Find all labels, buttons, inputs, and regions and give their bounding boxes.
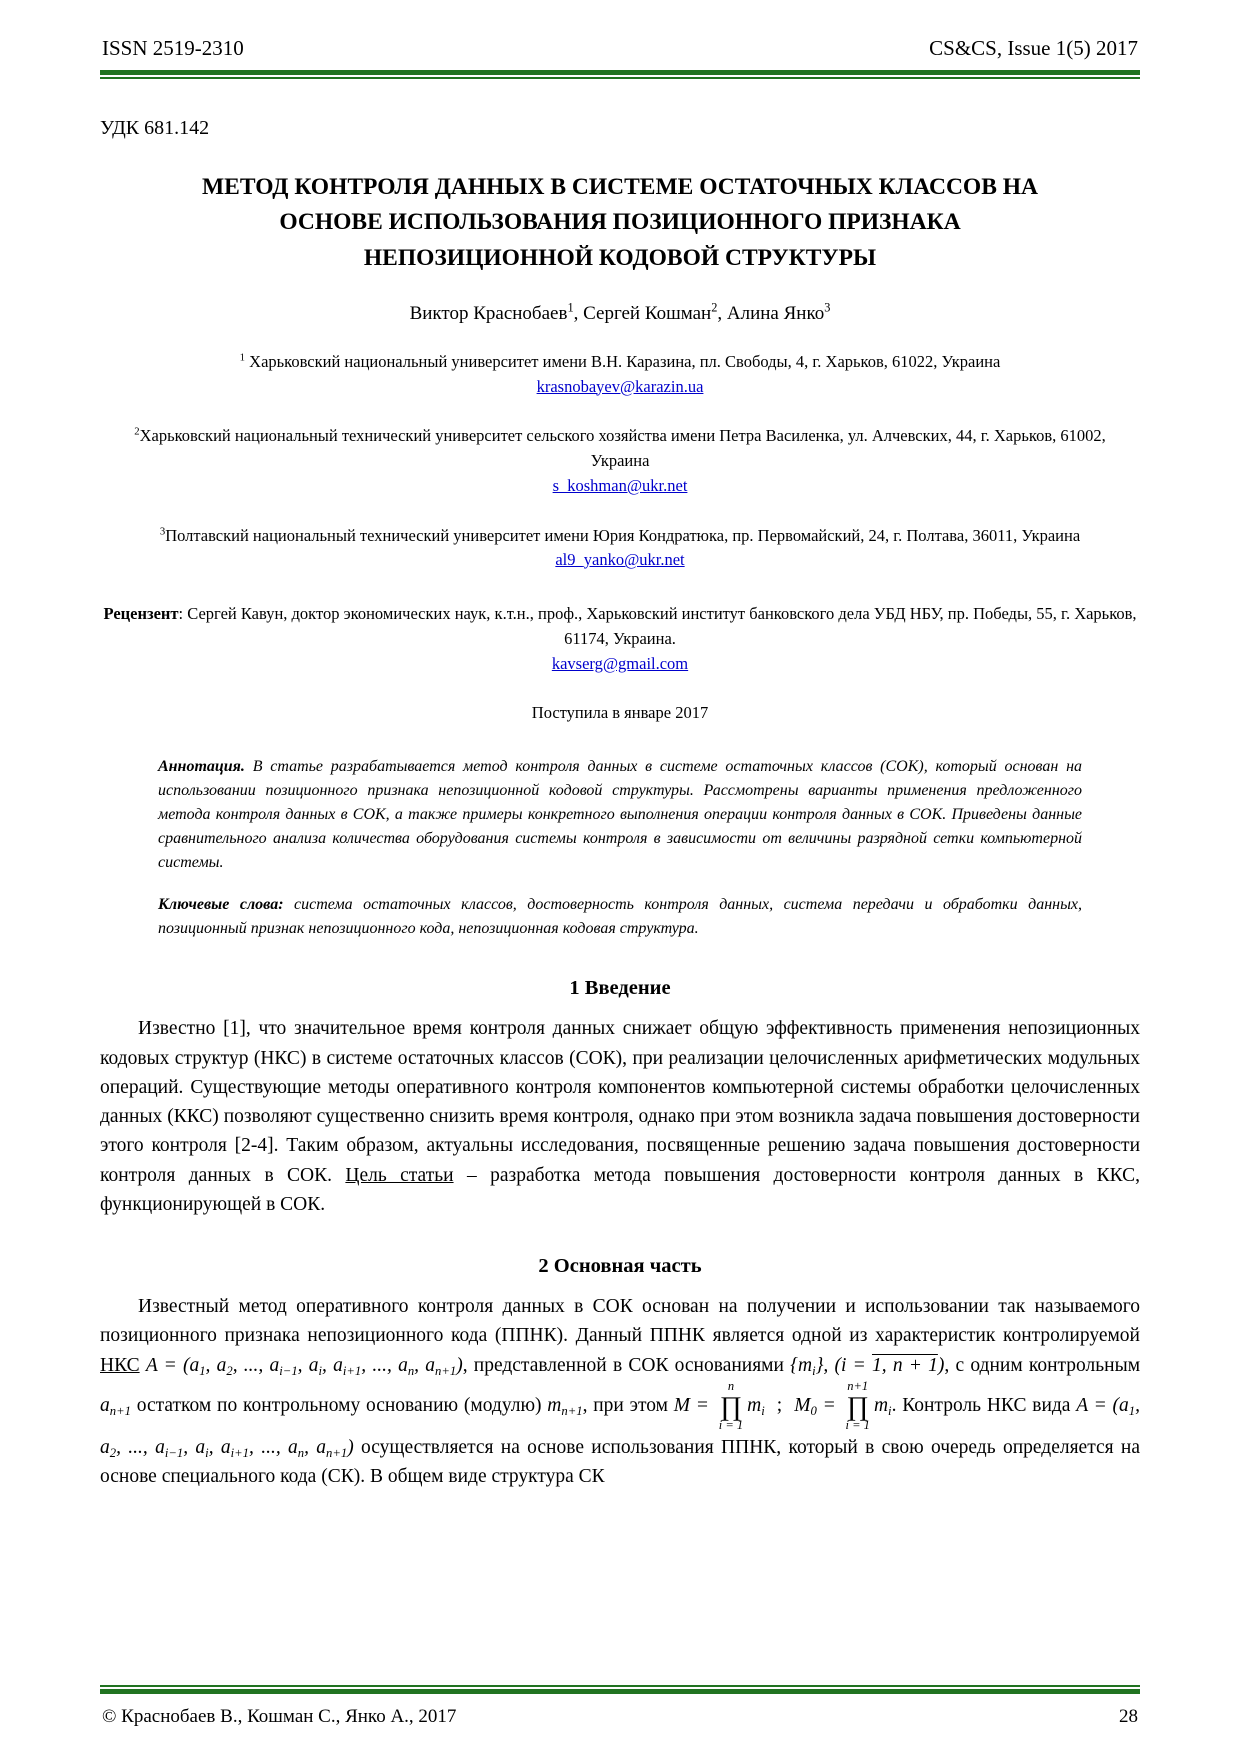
reviewer-email-link[interactable]: kavserg@gmail.com (551, 653, 689, 673)
main-text-5: , при этом (582, 1394, 674, 1416)
product-2-upper-limit: n+1 (847, 1378, 869, 1393)
formula-moduli-set: $\{m_i\}$, (i = 1, n + 1) (790, 1354, 945, 1378)
formula-M0-definition: $M_0$ = (794, 1394, 842, 1418)
main-part-paragraph (100, 1292, 1140, 1491)
product-1-lower-limit: i = 1 (718, 1418, 744, 1433)
page-header (100, 30, 1140, 61)
introduction-paragraph (100, 1014, 1140, 1219)
page-footer (100, 1685, 1140, 1728)
product-2-symbol: ∏ (846, 1390, 869, 1421)
affiliation-3 (100, 524, 1140, 574)
header-issn: ISSN 2519-2310 (102, 36, 244, 60)
affiliation-3-text: $^3$Полтавский национальный технический университет имени Юрия Кондратюка, пр. Первомайский, 24, г. Полтава, 36011, Украина (159, 525, 1081, 545)
header-journal: CS&CS, Issue 1(5) 2017 (929, 36, 1138, 60)
footer-page-number: 28 (1119, 1706, 1138, 1727)
goal-phrase-underlined: Цель статьи (345, 1164, 454, 1186)
nks-term-underlined: НКС (100, 1354, 140, 1376)
footer-rule (100, 1685, 1140, 1694)
abstract-paragraph (158, 755, 1082, 875)
affiliation-2-text: $^2$Харьковский национальный технический университет сельского хозяйства имени Петра Василенка, ул. Алчевских, 44, г. Харьков, 61002, Украина (134, 425, 1106, 470)
formula-semicolon: ; (776, 1394, 783, 1416)
footer-copyright: © Краснобаев В., Кошман С., Янко А., 2017 (102, 1706, 457, 1727)
main-text-2: , представленной в СОК основаниями (462, 1354, 791, 1376)
abstract-text: В статье разрабатывается метод контроля данных в системе остаточных классов (СОК), который основан на использовании позиционного признака непозиционной кодовой структуры. Рассмотрены варианты применения предложенного метода контроля данных в СОК, а также примеры конкретного выполнения операции контроля данных в СОК. Приведены данные сравнительного анализа количества оборудования системы контроля в зависимости от величины разрядной сетки компьютерной системы. (158, 758, 1082, 872)
formula-m-i-2: $m_i$ (873, 1394, 892, 1418)
article-title: МЕТОД КОНТРОЛЯ ДАННЫХ В СИСТЕМЕ ОСТАТОЧНЫХ КЛАССОВ НА ОСНОВЕ ИСПОЛЬЗОВАНИЯ ПОЗИЦИОННОГО ПРИЗНАКА НЕПОЗИЦИОННОЙ КОДОВОЙ СТРУКТУРЫ (201, 174, 1039, 271)
main-text-1: Известный метод оперативного контроля данных в СОК основан на получении и использовании так называемого позиционного признака непозиционного кода (ППНК). Данный ППНК является одной из характеристик контролируемой (100, 1296, 1140, 1347)
affiliation-1-email-link[interactable]: krasnobayev@karazin.ua (536, 376, 704, 396)
main-text-7: осуществляется на основе использования ППНК, который в свою очередь определяется на основе специального кода (СК). В общем виде структура СК (100, 1436, 1140, 1488)
abstract-label: Аннотация. (158, 758, 245, 776)
product-operator-1 (719, 1380, 743, 1433)
keywords-text: система остаточных классов, достоверность контроля данных, система передачи и обработки данных, позиционный признак непозиционного кода, непозиционная кодовая структура. (158, 896, 1083, 938)
product-2-lower-limit: i = 1 (845, 1418, 870, 1433)
received-note: Поступила в январе 2017 (531, 703, 709, 723)
udc-label: УДК 681.142 (100, 117, 210, 139)
main-text-6: Контроль НКС вида (896, 1394, 1077, 1416)
introduction-text-before: Известно [1], что значительное время контроля данных снижает общую эффективность применения непозиционных кодовых структур (НКС) в системе остаточных классов (СОК), при реализации целочисленных арифметических модульных операций. Существующие методы оперативного контроля компонентов компьютерной системы обработки целочисленных данных (ККС) позволяют существенно снизить время контроля, однако при этом возникла задача повышения достоверности этого контроля [2-4]. Таким образом, актуальны исследования, посвященные решению задача повышения достоверности контроля данных в СОК. (100, 1018, 1140, 1186)
reviewer-paragraph (100, 602, 1140, 676)
product-operator-2 (846, 1380, 870, 1433)
formula-m-i-1: $m_i$ (747, 1394, 765, 1418)
footer-rule-thick-line (100, 1689, 1140, 1694)
header-rule-thick-line (100, 70, 1140, 75)
section-heading-introduction: 1 Введение (569, 977, 671, 1000)
affiliation-1 (100, 350, 1140, 400)
footer-rule-thin-line (100, 1685, 1140, 1687)
product-1-symbol: ∏ (719, 1390, 743, 1421)
authors-line: Виктор Краснобаев$^1$, Сергей Кошман$^2$, Алина Янко$^3$ (409, 300, 831, 324)
formula-period: . (891, 1394, 897, 1416)
reviewer-text: : Сергей Кавун, доктор экономических наук, к.т.н., проф., Харьковский институт банковского дела УБД НБУ, пр. Победы, 55, г. Харьков, 61174, Украина. (178, 604, 1137, 648)
keywords-label: Ключевые слова: (158, 896, 284, 914)
main-text-4: остатком по контрольному основанию (модулю) (130, 1394, 548, 1416)
affiliation-2 (100, 424, 1140, 498)
affiliation-2-email-link[interactable]: s_koshman@ukr.net (552, 475, 688, 495)
header-rule (100, 70, 1140, 79)
reviewer-label: Рецензент (103, 604, 179, 623)
product-1-upper-limit: n (727, 1378, 735, 1393)
introduction-text-after: – разработка метода повышения достоверности контроля данных в ККС, функционирующей в СОК. (100, 1164, 1140, 1215)
section-heading-main-part: 2 Основная часть (538, 1255, 702, 1277)
formula-a-n-plus-1: $a_{n+1}$ (100, 1394, 131, 1418)
formula-a-tuple-repeat: $A = (a_1$, $a_2$, ..., $a_{i-1}$, $a_i$, $a_{i+1}$, ..., $a_n$, $a_{n+1}$) (100, 1394, 1140, 1460)
formula-a-tuple: $A = (a_1$, $a_2$, ..., $a_{i-1}$, $a_i$, $a_{i+1}$, ..., $a_n$, $a_{n+1}$) (139, 1354, 463, 1378)
header-rule-thin-line (100, 77, 1140, 79)
keywords-paragraph (158, 893, 1082, 941)
main-text-3: , с одним контрольным (944, 1354, 1141, 1376)
formula-m-n-plus-1: $m_{n+1}$ (547, 1394, 583, 1418)
affiliation-3-email-link[interactable]: al9_yanko@ukr.net (555, 550, 685, 570)
affiliation-1-text: $^1$ Харьковский национальный университет имени В.Н. Каразина, пл. Свободы, 4, г. Харьков, 61022, Украина (239, 351, 1001, 371)
formula-M-definition: M = (673, 1394, 715, 1416)
